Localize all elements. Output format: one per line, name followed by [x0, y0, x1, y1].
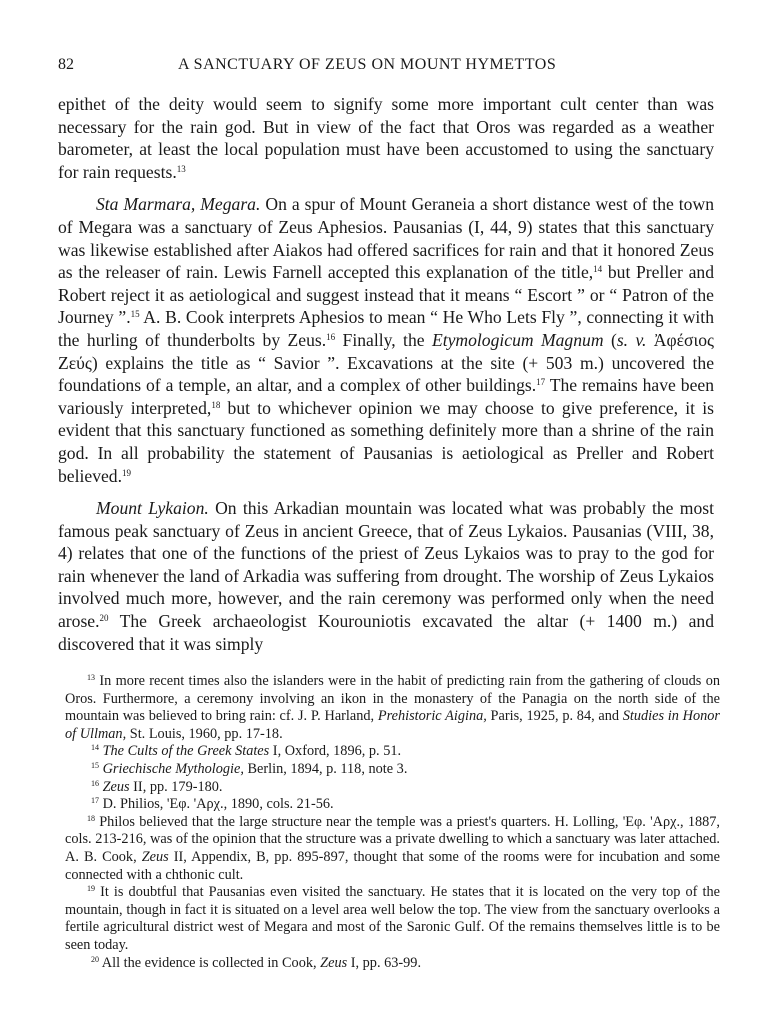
text-run: Finally, the: [335, 329, 432, 350]
footnote-ref: 13: [176, 163, 186, 174]
footnote-number: 17: [91, 796, 99, 806]
footnote-15: [91, 761, 720, 779]
footnote-ref: 19: [122, 467, 131, 478]
footnote-number: 16: [91, 778, 99, 788]
text-run: St. Louis, 1960, pp. 17-18.: [126, 725, 283, 742]
running-title: A SANCTUARY OF ZEUS ON MOUNT HYMETTOS: [178, 56, 557, 73]
paragraph-sta-marmara: [58, 193, 714, 487]
section-heading-sta-marmara: Sta Marmara, Megara.: [96, 194, 261, 215]
footnote-ref: 16: [326, 331, 336, 342]
footnote-number: 19: [87, 884, 95, 894]
footnote-18: [65, 814, 720, 884]
footnote-17: [91, 796, 720, 814]
text-run: All the evidence is collected in Cook,: [99, 954, 321, 971]
footnote-13: [65, 673, 720, 743]
italic-title: The Cults of the Greek States: [102, 743, 270, 760]
text-run: Paris, 1925, p. 84, and: [486, 708, 623, 725]
text-run: It is doubtful that Pausanias even visited the sanctuary. He states that it is located on the very top of the mountain, though in fact it is situated on a level area well below the top. The view from the sanctuary overlooks a fertile agricultural district west of Megara and most of the Saronic Gulf. Of the remains themselves little is to be seen today.: [65, 884, 720, 953]
footnote-ref: 15: [130, 309, 140, 320]
footnote-16: [91, 779, 720, 797]
greek-term: Ἀφέσιος Ζεύς: [58, 329, 715, 373]
footnote-number: 13: [87, 673, 95, 682]
footnote-ref: 17: [536, 377, 546, 388]
footnote-20: [91, 955, 720, 973]
text-run: II, Appendix, B, pp. 895-897, thought that some of the rooms were for incubation and some connected with a chthonic cult.: [65, 848, 721, 883]
text-run: Berlin, 1894, p. 118, note 3.: [243, 760, 408, 777]
text-run: (: [603, 329, 617, 350]
page-number: 82: [58, 56, 74, 73]
italic-title: Prehistoric Aigina,: [377, 708, 487, 725]
section-heading-mount-lykaion: Mount Lykaion.: [96, 498, 209, 519]
text-run: II, pp. 179-180.: [129, 778, 223, 795]
text-run: I, Oxford, 1896, p. 51.: [269, 743, 402, 760]
footnote-number: 14: [91, 743, 99, 753]
text-run: The Greek archaeologist Kourouniotis excavated the altar (+ 1400 m.) and discovered that it was simply: [58, 611, 714, 654]
text-run: epithet of the deity would seem to signify some more important cult center than was necessary for the rain god. But in view of the fact that Oros was regarded as a weather barometer, at least the local population must have been accustomed to using the sanctuary for rain requests.: [58, 94, 714, 182]
text-run: D. Philios, 'Εφ. 'Αρχ., 1890, cols. 21-56.: [99, 796, 334, 813]
italic-title: Studies in Honor of Ullman,: [65, 708, 720, 742]
text-run: I, pp. 63-99.: [347, 954, 422, 971]
italic-title: Zeus: [102, 778, 130, 795]
text-run: ) explains the title as “ Savior ”. Excavations at the site (+ 503 m.) uncovered the foundations of a temple, an altar, and a complex of other buildings.: [58, 352, 714, 396]
footnote-ref: 20: [99, 613, 109, 624]
footnote-number: 18: [87, 813, 95, 823]
sub-voce: s. v.: [616, 329, 647, 350]
text-run: Philos believed that the large structure near the temple was a priest's quarters. H. Lolling, 'Εφ. 'Αρχ., 1887, cols. 213-216, was of the opinion that the structure was a private dwelling to which a sanctuary was later attached. A. B. Cook,: [65, 813, 720, 865]
paragraph-mount-lykaion: [58, 497, 714, 655]
text-run: The remains have been variously interpreted,: [58, 375, 714, 418]
italic-title: Zeus: [141, 848, 169, 865]
footnote-ref: 18: [211, 399, 221, 410]
footnote-number: 20: [91, 954, 99, 964]
text-run: A. B. Cook interprets Aphesios to mean “ He Who Lets Fly ”, connecting it with the hurling of thunderbolts by Zeus.: [58, 307, 714, 350]
text-run: On this Arkadian mountain was located what was probably the most famous peak sanctuary of Zeus in ancient Greece, that of Zeus Lykaios. Pausanias (VIII, 38, 4) relates that one of the functions of the priest of Zeus Lykaios was to pray to the god for rain whenever the land of Arkadia was suffering from drought. The worship of Zeus Lykaios involved much more, however, and the rain ceremony was performed only when the need arose.: [58, 498, 714, 632]
paragraph-1: [58, 93, 714, 183]
page-header: [58, 56, 717, 80]
footnote-14: [91, 743, 720, 761]
text-run: but to whichever opinion we may choose to give preference, it is evident that this sanctuary functioned as something definitely more than a shrine of the rain god. In all probability the statement of Pausanias is aetiological as Preller and Robert believed.: [58, 397, 714, 486]
main-text: [58, 93, 714, 665]
footnote-number: 15: [91, 760, 99, 770]
text-run: but Preller and Robert reject it as aetiological and suggest instead that it means “ Escort ” or “ Patron of the Journey ”.: [58, 262, 714, 328]
footnotes: [65, 673, 720, 972]
footnote-ref: 14: [593, 264, 603, 275]
italic-title: Griechische Mythologie,: [102, 760, 244, 777]
text-run: On a spur of Mount Geraneia a short distance west of the town of Megara was a sanctuary of Zeus Aphesios. Pausanias (I, 44, 9) states that this sanctuary was likewise established after Aiakos had offered sacrifices for rain and that it honored Zeus as the releaser of rain. Lewis Farnell accepted this explanation of the title,: [58, 194, 714, 283]
footnote-19: [65, 884, 720, 954]
italic-title: Zeus: [320, 954, 348, 971]
title-etymologicum: Etymologicum Magnum: [431, 329, 604, 350]
text-run: In more recent times also the islanders were in the habit of predicting rain from the gathering of clouds on Oros. Furthermore, a ceremony involving an ikon in the monastery of the Panagia on the north side of the mountain was believed to bring rain: cf. J. P. Harland,: [65, 673, 720, 725]
